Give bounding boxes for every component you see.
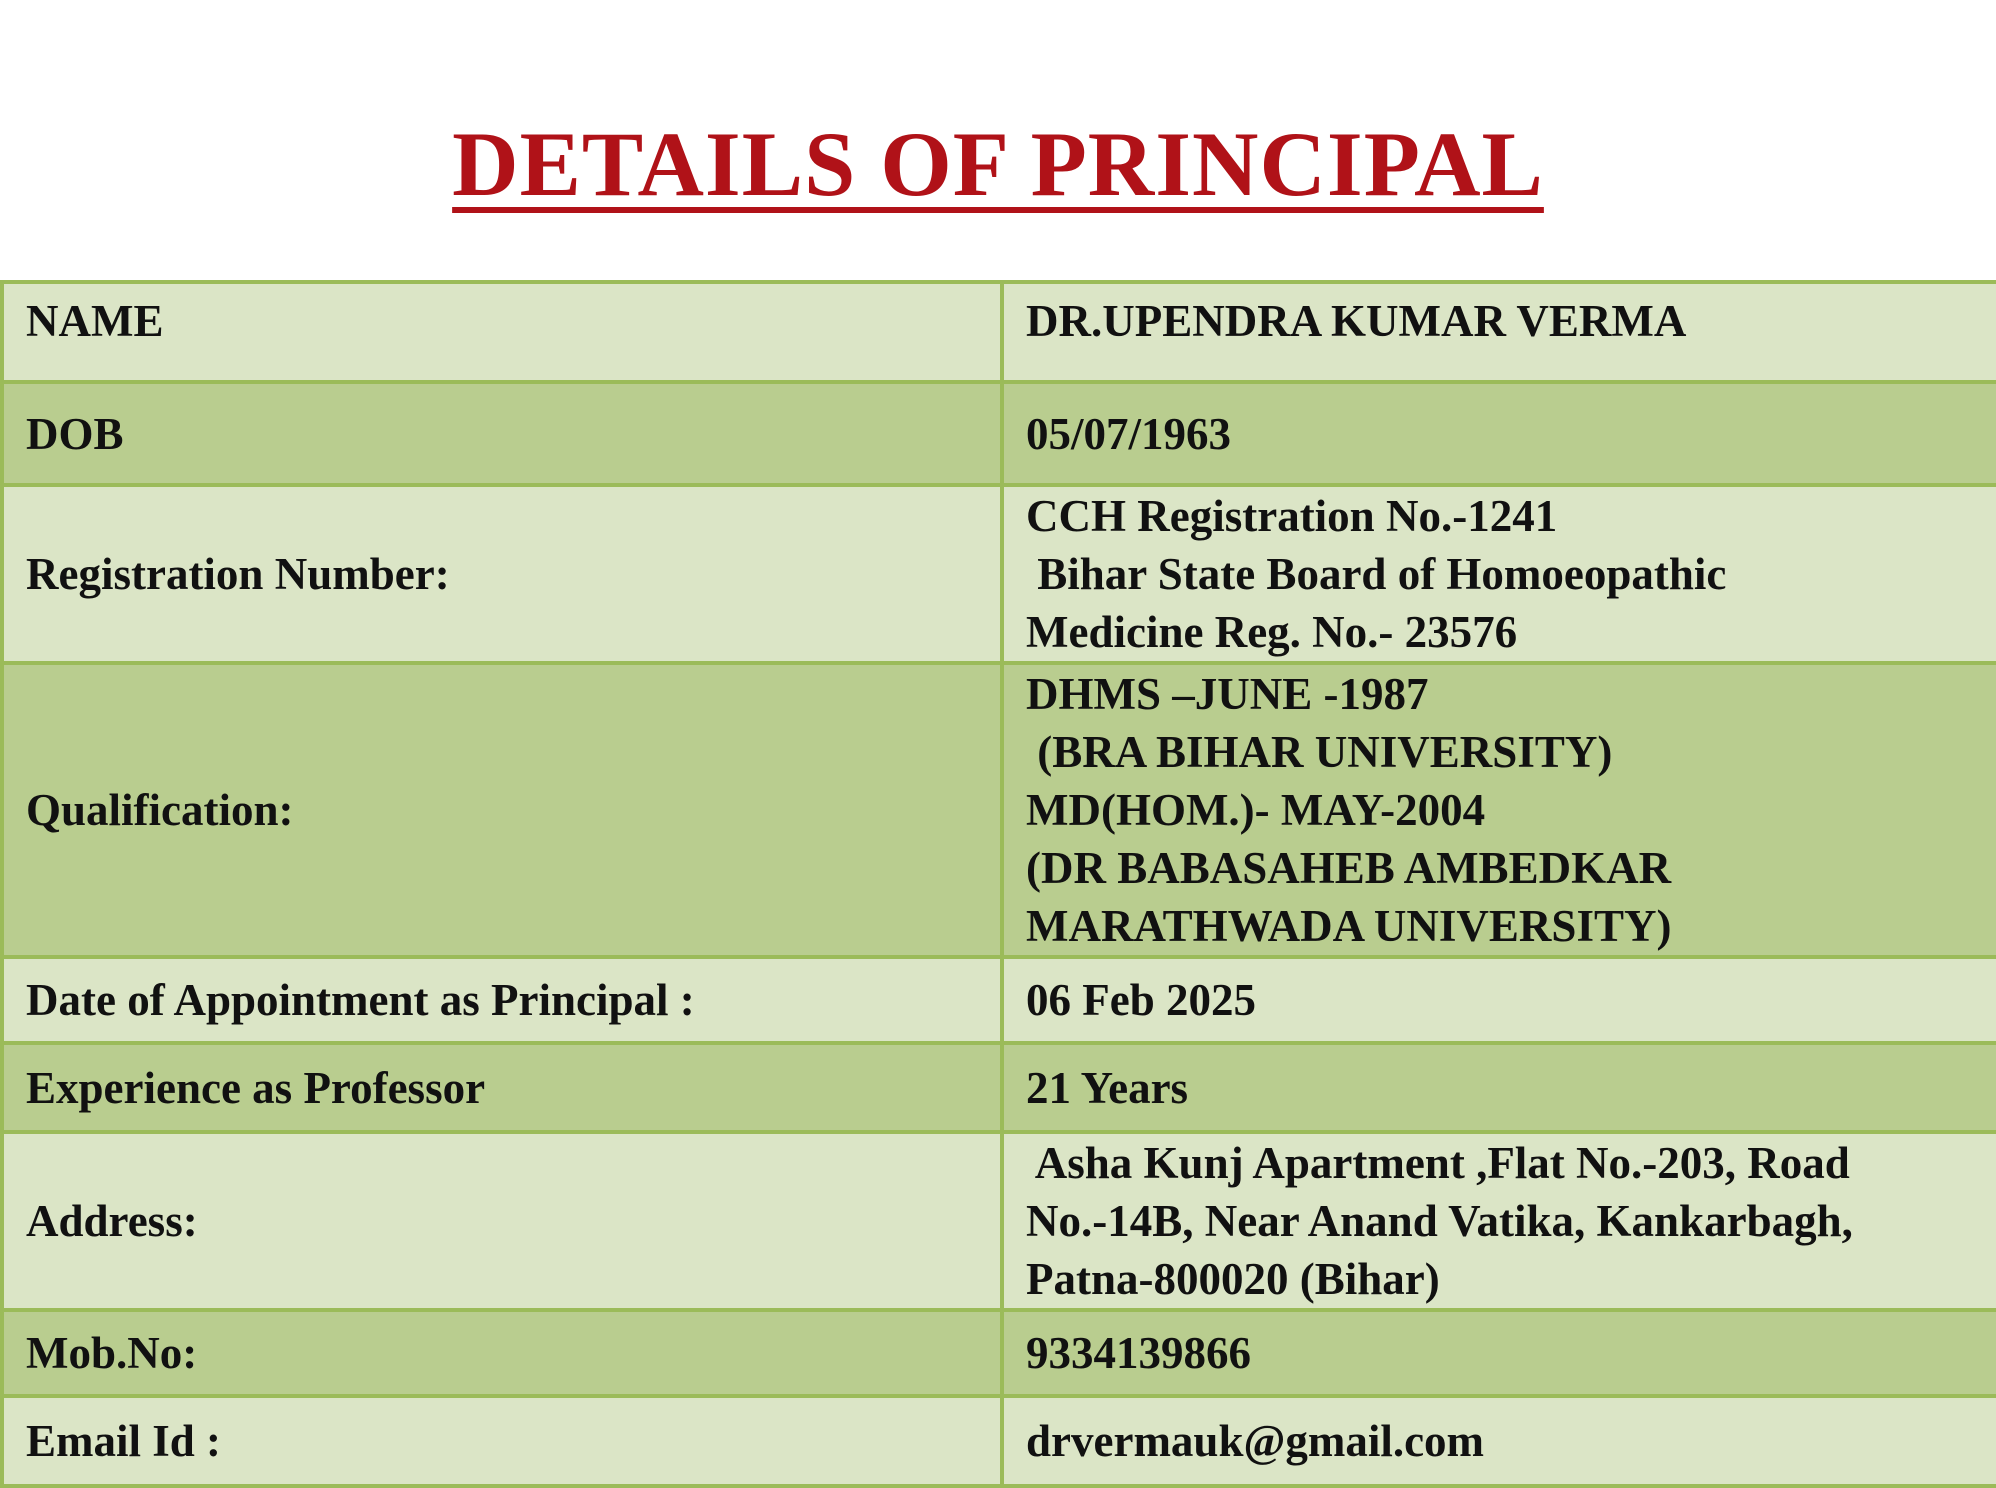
row-label-appointment: Date of Appointment as Principal : bbox=[2, 957, 1002, 1043]
value-line: Bihar State Board of Homoeopathic bbox=[1026, 549, 1727, 599]
row-value-mobile bbox=[1002, 1310, 1996, 1396]
row-label-email: Email Id : bbox=[2, 1396, 1002, 1486]
row-label-qualification: Qualification: bbox=[2, 663, 1002, 957]
value-line: Patna-800020 (Bihar) bbox=[1026, 1254, 1440, 1304]
row-value-email bbox=[1002, 1396, 1996, 1486]
value-line: MARATHWADA UNIVERSITY) bbox=[1026, 901, 1672, 951]
value-line: No.-14B, Near Anand Vatika, Kankarbagh, bbox=[1026, 1196, 1853, 1246]
row-label-experience: Experience as Professor bbox=[2, 1043, 1002, 1132]
table-row-address bbox=[2, 1132, 1996, 1310]
email-link[interactable]: drvermauk@gmail.com bbox=[1026, 1416, 1485, 1466]
value-line: CCH Registration No.-1241 bbox=[1026, 491, 1558, 541]
value-line: (DR BABASAHEB AMBEDKAR bbox=[1026, 843, 1672, 893]
value-line: 06 Feb 2025 bbox=[1026, 975, 1256, 1025]
page-title: DETAILS OF PRINCIPAL bbox=[452, 113, 1544, 215]
title-container bbox=[0, 113, 1996, 215]
row-value-qualification bbox=[1002, 663, 1996, 957]
row-value-appointment bbox=[1002, 957, 1996, 1043]
principal-details-table bbox=[0, 280, 1996, 1488]
table-row-registration bbox=[2, 485, 1996, 663]
value-line: 21 Years bbox=[1026, 1062, 1189, 1113]
table-row-name bbox=[2, 282, 1996, 382]
value-line: (BRA BIHAR UNIVERSITY) bbox=[1026, 727, 1613, 777]
row-value-dob bbox=[1002, 382, 1996, 485]
value-line: DHMS –JUNE -1987 bbox=[1026, 669, 1429, 719]
value-line: DR.UPENDRA KUMAR VERMA bbox=[1026, 296, 1687, 346]
row-value-name bbox=[1002, 282, 1996, 382]
row-label-mobile: Mob.No: bbox=[2, 1310, 1002, 1396]
row-label-registration: Registration Number: bbox=[2, 485, 1002, 663]
table-row-appointment bbox=[2, 957, 1996, 1043]
value-line: 05/07/1963 bbox=[1026, 408, 1232, 459]
row-label-dob: DOB bbox=[2, 382, 1002, 485]
table-row-dob bbox=[2, 382, 1996, 485]
row-value-registration bbox=[1002, 485, 1996, 663]
row-value-experience bbox=[1002, 1043, 1996, 1132]
value-line: Medicine Reg. No.- 23576 bbox=[1026, 607, 1518, 657]
table-row-experience bbox=[2, 1043, 1996, 1132]
value-line: Asha Kunj Apartment ,Flat No.-203, Road bbox=[1026, 1138, 1850, 1188]
table-row-email bbox=[2, 1396, 1996, 1486]
value-line: MD(HOM.)- MAY-2004 bbox=[1026, 785, 1486, 835]
row-value-address bbox=[1002, 1132, 1996, 1310]
table-row-qualification bbox=[2, 663, 1996, 957]
row-label-address: Address: bbox=[2, 1132, 1002, 1310]
value-line: 9334139866 bbox=[1026, 1328, 1251, 1378]
table-row-mobile bbox=[2, 1310, 1996, 1396]
row-label-name: NAME bbox=[2, 282, 1002, 382]
